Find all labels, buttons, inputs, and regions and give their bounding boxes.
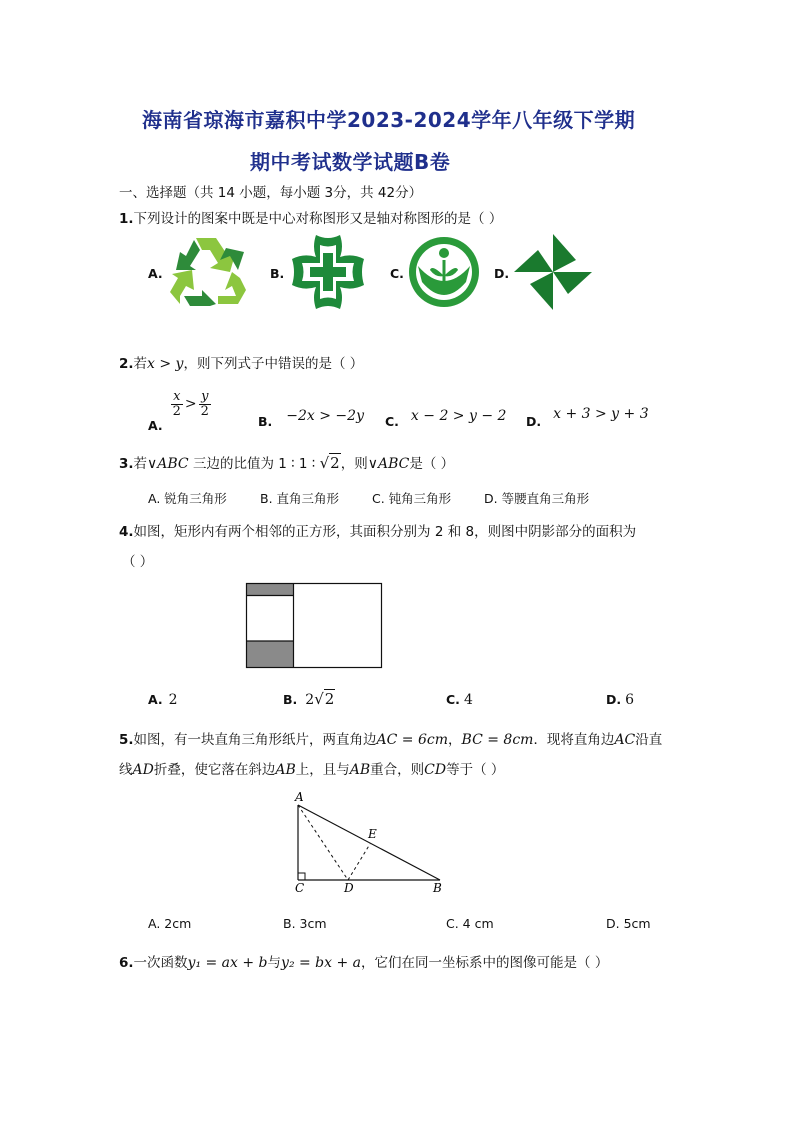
q1-option-d-label: D. <box>494 266 510 281</box>
triangle-figure <box>288 788 450 898</box>
q2-option-c: C. x − 2 > y − 2 <box>385 408 507 429</box>
q2-option-d: D. x + 3 > y + 3 <box>526 406 649 429</box>
question-text: 下列设计的图案中既是中心对称图形又是轴对称图形的是（ ） <box>133 211 503 227</box>
q4-option-b: B. 2√2 <box>283 690 335 708</box>
condition: x > y <box>147 356 184 372</box>
q3-option-c: C. 钝角三角形 <box>372 491 452 506</box>
question-5-line2: 线AD折叠，使它落在斜边AB上，且与AB重合，则CD等于（ ） <box>119 762 505 778</box>
q1-option-b-label: B. <box>270 266 285 281</box>
q3-option-d: D. 等腰直角三角形 <box>484 491 590 506</box>
q4-option-d: D. 6 <box>606 692 635 708</box>
q5-option-b: B. 3cm <box>283 916 327 931</box>
page-title-line2: 期中考试数学试题B卷 <box>250 150 451 174</box>
question-2: 2.若x > y，则下列式子中错误的是（ ） <box>119 356 364 372</box>
point-a-label: A <box>295 790 304 804</box>
question-3: 3.若∨ABC 三边的比值为 1 ∶ 1 ∶ √2，则∨ABC是（ ） <box>119 454 455 472</box>
question-number: 1. <box>119 211 134 227</box>
q5-option-c: C. 4 cm <box>446 916 494 931</box>
section-heading: 一、选择题（共 14 小题，每小题 3分，共 42分） <box>119 185 423 201</box>
q4-option-a: A. 2 <box>148 692 178 708</box>
pinwheel-icon <box>514 234 592 310</box>
point-c-label: C <box>295 881 305 895</box>
q1-option-a-label: A. <box>148 266 163 281</box>
q2-option-b: B. −2x > −2y <box>258 408 364 429</box>
rectangle-figure <box>245 582 385 670</box>
point-d-label: D <box>344 881 354 895</box>
q1-option-c-label: C. <box>390 266 404 281</box>
page-title-line1: 海南省琼海市嘉积中学2023-2024学年八年级下学期 <box>142 108 636 132</box>
question-6: 6.一次函数y₁ = ax + b与y₂ = bx + a，它们在同一坐标系中的图像可能是（ ） <box>119 955 609 971</box>
q2-option-a: A. $\frac{x}{2}$ > $\frac{y}{2}$ <box>148 389 209 433</box>
q3-option-b: B. 直角三角形 <box>260 491 340 506</box>
cross-badge-icon <box>288 233 368 311</box>
q5-option-d: D. 5cm <box>606 916 651 931</box>
point-e-label: E <box>368 827 377 841</box>
recycle-icon <box>166 234 250 310</box>
green-food-icon <box>408 236 480 308</box>
point-b-label: B <box>433 881 442 895</box>
question-4-line2: （ ） <box>122 554 154 570</box>
question-1 <box>119 207 502 227</box>
sqrt-2: √2 <box>319 454 340 472</box>
q4-option-c: C. 4 <box>446 692 473 708</box>
q5-option-a: A. 2cm <box>148 916 192 931</box>
question-4: 4.如图，矩形内有两个相邻的正方形，其面积分别为 2 和 8，则图中阴影部分的面积为 <box>119 524 637 540</box>
q3-option-a: A. 锐角三角形 <box>148 491 227 506</box>
question-5-line1: 5.如图，有一块直角三角形纸片，两直角边AC = 6cm，BC = 8cm．现将直角边AC沿直 <box>119 732 663 748</box>
